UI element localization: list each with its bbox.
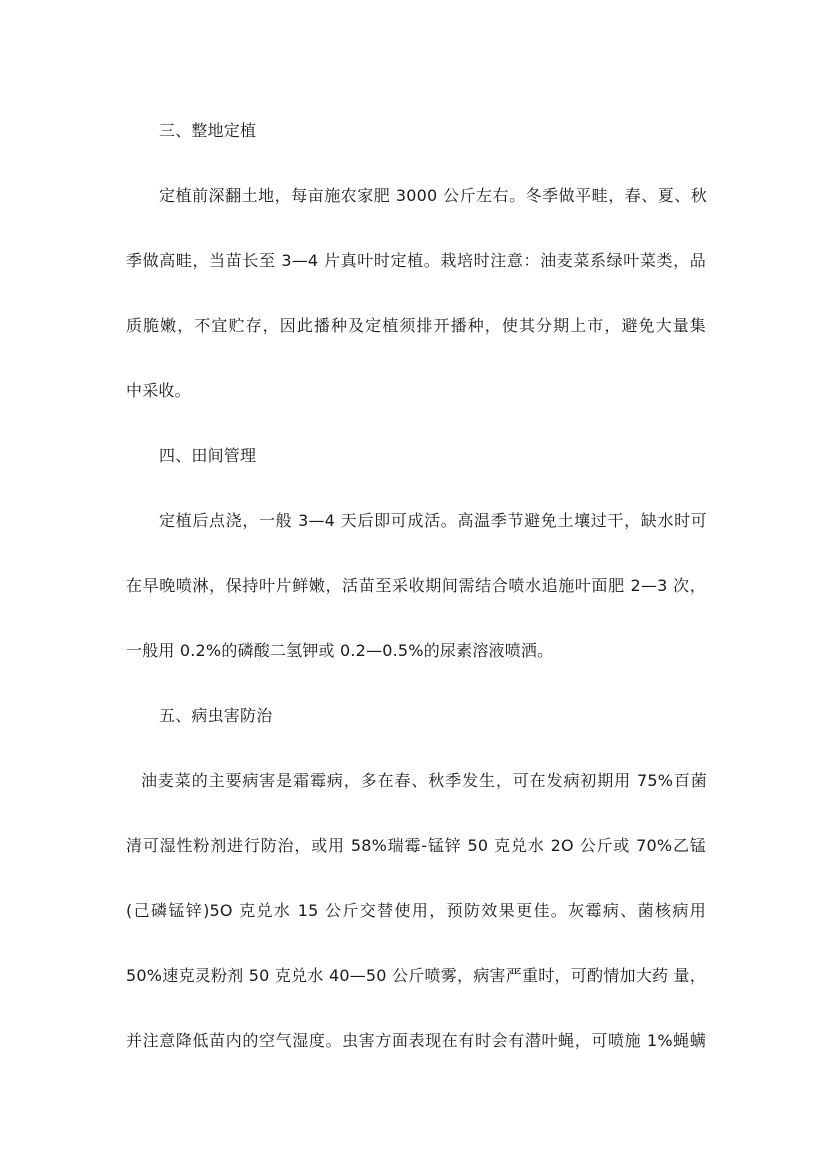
paragraph-line: 定植后点浇，一般 3—4 天后即可成活。高温季节避免土壤过干，缺水时可 — [159, 511, 707, 530]
paragraph-line: 季做高畦，当苗长至 3—4 片真叶时定植。栽培时注意：油麦菜系绿叶菜类，品 — [126, 251, 706, 270]
paragraph-line: 并注意降低苗内的空气湿度。虫害方面表现在有时会有潜叶蝇，可喷施 1%蝇螨 — [126, 1031, 706, 1050]
paragraph-line: 在早晚喷淋，保持叶片鲜嫩，活苗至采收期间需结合喷水追施叶面肥 2—3 次， — [126, 576, 706, 595]
paragraph-line: 中采收。 — [126, 381, 191, 400]
section-heading-3: 三、整地定植 — [159, 121, 257, 140]
paragraph-line: 一般用 0.2%的磷酸二氢钾或 0.2—0.5%的尿素溶液喷洒。 — [126, 641, 554, 660]
section-heading-4: 四、田间管理 — [159, 446, 257, 465]
paragraph-line: 油麦菜的主要病害是霜霉病，多在春、秋季发生，可在发病初期用 75%百菌 — [141, 771, 707, 790]
paragraph-line: 定植前深翻土地，每亩施农家肥 3000 公斤左右。冬季做平畦，春、夏、秋 — [159, 186, 707, 205]
paragraph-line: 清可湿性粉剂进行防治，或用 58%瑞霉-锰锌 50 克兑水 2O 公斤或 70%乙锰 — [126, 836, 706, 855]
paragraph-line: (己磷锰锌)5O 克兑水 15 公斤交替使用，预防效果更佳。灰霉病、菌核病用 — [126, 901, 706, 920]
paragraph-line: 50%速克灵粉剂 50 克兑水 40—50 公斤喷雾，病害严重时，可酌情加大药 量， — [126, 966, 706, 985]
paragraph-line: 质脆嫩，不宜贮存，因此播种及定植须排开播种，使其分期上市，避免大量集 — [126, 316, 706, 335]
section-heading-5: 五、病虫害防治 — [159, 706, 273, 725]
